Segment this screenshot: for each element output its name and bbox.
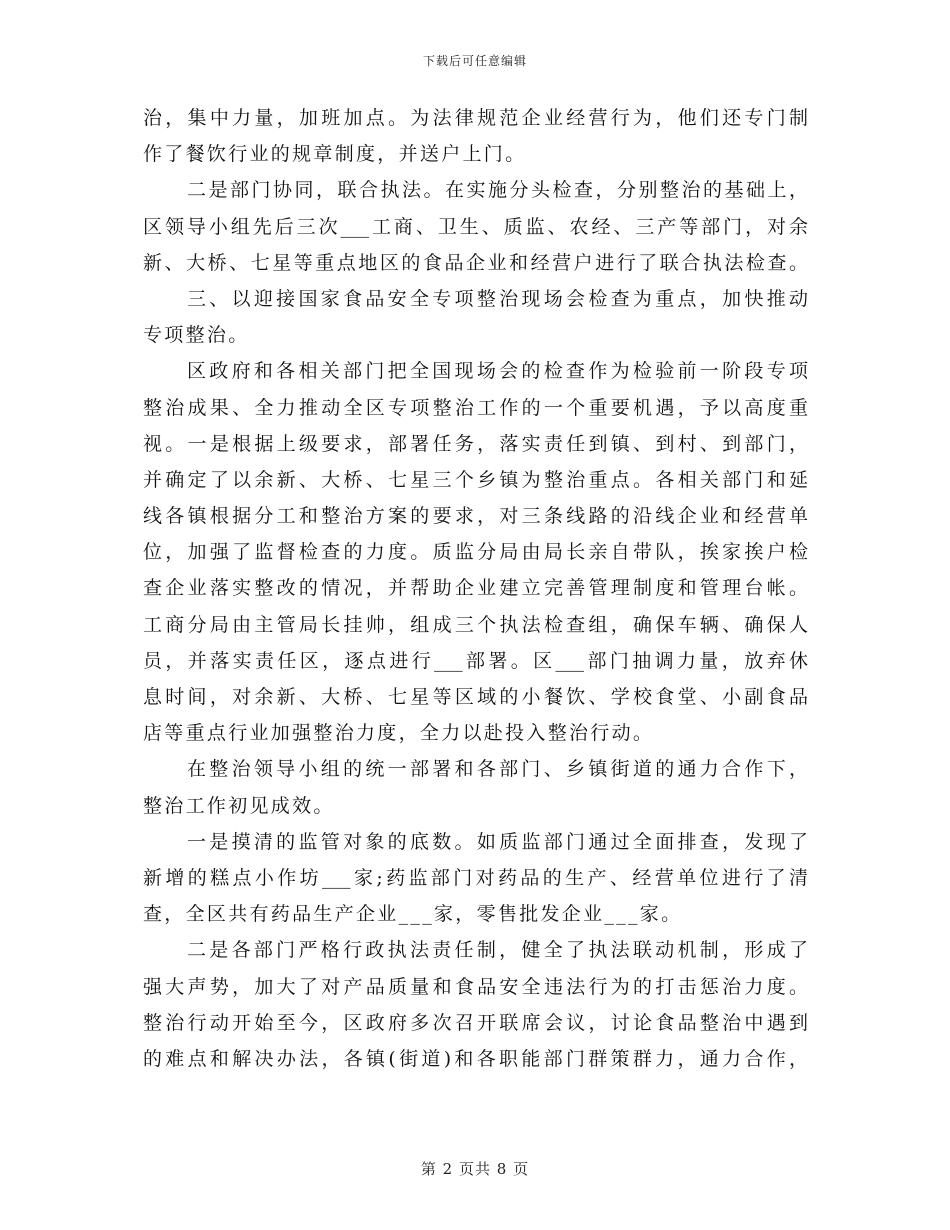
text-line: 工商分局由主管局长挂帅，组成三个执法检查组，确保车辆、确保人 — [143, 613, 808, 636]
text-line: 整治成果、全力推动全区专项整治工作的一个重要机遇，予以高度重 — [143, 396, 808, 419]
text-line: 二是部门协同，联合执法。在实施分头检查，分别整治的基础上， — [187, 179, 808, 202]
text-line: 强大声势，加大了对产品质量和食品安全违法行为的打击惩治力度。 — [143, 975, 808, 998]
text-line: 店等重点行业加强整治力度，全力以赴投入整治行动。 — [143, 722, 655, 745]
document-body — [143, 100, 808, 1077]
text-line: 专项整治。 — [143, 324, 250, 347]
text-line: 一是摸清的监管对象的底数。如质监部门通过全面排查，发现了 — [187, 830, 808, 853]
text-line: 视。一是根据上级要求，部署任务，落实责任到镇、到村、到部门， — [143, 432, 808, 455]
page-footer: 第 2 页共 8 页 — [420, 1160, 530, 1178]
text-line: 区政府和各相关部门把全国现场会的检查作为检验前一阶段专项 — [187, 360, 808, 383]
text-line: 新增的糕点小作坊___家;药监部门对药品的生产、经营单位进行了清 — [143, 866, 808, 889]
text-line: 作了餐饮行业的规章制度，并送户上门。 — [143, 143, 527, 166]
text-line: 并确定了以余新、大桥、七星三个乡镇为整治重点。各相关部门和延 — [143, 468, 808, 491]
text-line: 的难点和解决办法，各镇(街道)和各职能部门群策群力，通力合作， — [143, 1047, 808, 1070]
text-line: 区领导小组先后三次___工商、卫生、质监、农经、三产等部门，对余 — [143, 215, 808, 238]
text-line: 整治行动开始至今，区政府多次召开联席会议，讨论食品整治中遇到 — [143, 1011, 808, 1034]
text-line: 三、以迎接国家食品安全专项整治现场会检查为重点，加快推动 — [187, 287, 808, 310]
text-line: 二是各部门严格行政执法责任制，健全了执法联动机制，形成了 — [187, 939, 808, 962]
text-line: 整治工作初见成效。 — [143, 794, 335, 817]
text-line: 治，集中力量，加班加点。为法律规范企业经营行为，他们还专门制 — [143, 107, 808, 129]
text-line: 员，并落实责任区，逐点进行___部署。区___部门抽调力量，放弃休 — [143, 649, 808, 672]
text-line: 线各镇根据分工和整治方案的要求，对三条线路的沿线企业和经营单 — [143, 505, 808, 528]
text-line: 查企业落实整改的情况，并帮助企业建立完善管理制度和管理台帐。 — [143, 577, 808, 600]
page-header: 下载后可任意编辑 — [422, 54, 527, 68]
text-line: 查，全区共有药品生产企业___家，零售批发企业___家。 — [143, 903, 683, 926]
text-line: 位，加强了监督检查的力度。质监分局由局长亲自带队，挨家挨户检 — [143, 541, 808, 564]
text-line: 新、大桥、七星等重点地区的食品企业和经营户进行了联合执法检查。 — [143, 251, 808, 274]
text-line: 息时间，对余新、大桥、七星等区域的小餐饮、学校食堂、小副食品 — [143, 686, 808, 708]
text-line: 在整治领导小组的统一部署和各部门、乡镇街道的通力合作下， — [187, 758, 808, 781]
